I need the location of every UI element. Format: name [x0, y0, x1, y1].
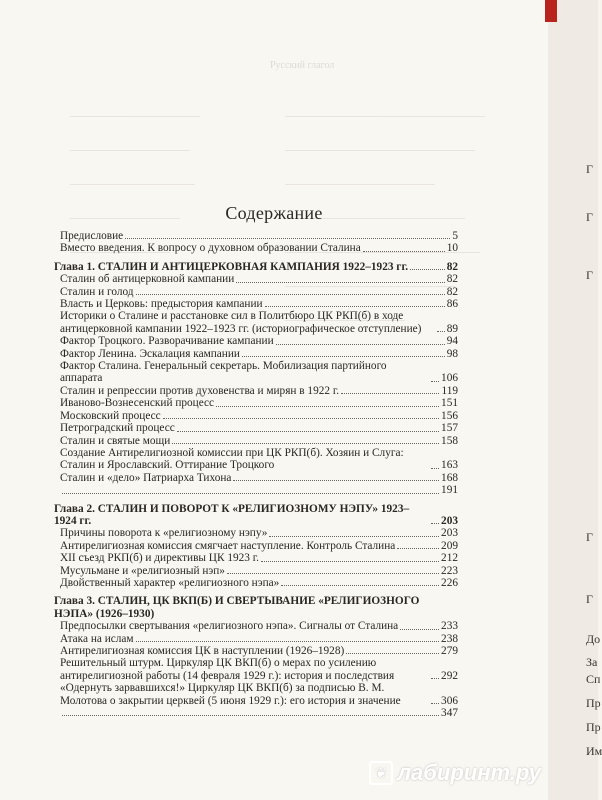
page-number: 157 [441, 422, 458, 435]
entry-title: Антирелигиозная комиссия ЦК в наступлении (1926–1928) [60, 645, 345, 657]
leader-dots [216, 406, 439, 407]
leader-dots [265, 306, 445, 307]
page-number: 292 [441, 669, 458, 682]
entry-title: Историки о Сталине и расстановке сил в Политбюро ЦК РКП(б) в ходе антицерковной кампании 1922–1923 гг. (историографическое отступление) [60, 310, 422, 335]
leader-dots [236, 282, 444, 283]
entry-title: Петроградский процесс [60, 422, 175, 435]
toc-entry-row [60, 273, 458, 285]
leader-dots [227, 573, 439, 574]
toc-entry-row [60, 230, 458, 242]
toc-entry-row [60, 286, 458, 298]
leader-dots [62, 493, 439, 494]
leader-dots [281, 585, 439, 586]
page-number: 98 [446, 347, 458, 360]
leader-dots [172, 443, 439, 444]
leader-dots [136, 641, 439, 642]
entry-title: Антирелигиозная комиссия смягчает наступление. Контроль Сталина [60, 539, 396, 552]
leader-dots [437, 331, 445, 332]
toc-chapter-row [54, 261, 458, 273]
chapter-title: Глава 2. СТАЛИН И ПОВОРОТ К «РЕЛИГИОЗНОМУ НЭПУ» 1923–1924 гг. [54, 502, 410, 527]
page-number: 226 [441, 576, 458, 589]
leader-dots [431, 703, 439, 704]
entry-title: Решительный штурм. Циркуляр ЦК ВКП(б) о мерах по усилению антирелигиозной работы (14 февраля 1929 г.): история и последствия [60, 657, 395, 682]
toc-entry-row [60, 577, 458, 589]
toc-entry-row [60, 397, 458, 409]
page-number: 89 [446, 322, 458, 335]
labirint-logo-icon: ❦ [369, 761, 393, 785]
entry-title: Причины поворота к «религиозному нэпу» [60, 527, 268, 540]
toc-chapter-row [54, 503, 458, 528]
facing-page-letter: Пр [586, 696, 601, 710]
toc-entry-row [60, 565, 458, 577]
toc-entry-row [60, 527, 458, 539]
facing-page-letter: Г [586, 530, 593, 544]
entry-title: Сталин и репрессии против духовенства и мирян в 1922 г. [60, 384, 340, 397]
facing-page-letter: Им [586, 744, 602, 758]
watermark-text: лабиринт.ру [397, 760, 541, 785]
toc-entry-row [60, 620, 458, 632]
leader-dots [400, 629, 439, 630]
leader-dots [431, 523, 439, 524]
leader-dots [233, 480, 439, 481]
facing-page-letter: Г [586, 210, 593, 224]
page-number: 191 [441, 484, 458, 497]
leader-dots [269, 536, 439, 537]
entry-title: Предпосылки свертывания «религиозного нэпа». Сигналы от Сталина [60, 620, 399, 633]
page-number: 119 [441, 384, 458, 397]
leader-dots [431, 468, 439, 469]
table-of-contents [54, 230, 458, 720]
page-number: 106 [441, 372, 458, 385]
page-number: 94 [446, 335, 458, 348]
page-number: 151 [441, 397, 458, 410]
entry-title: Власть и Церковь: предыстория кампании [60, 298, 263, 311]
toc-entry-row [60, 682, 458, 707]
toc-entry-row [60, 360, 458, 385]
bookmark-ribbon [545, 0, 557, 22]
entry-title: Предисловие [60, 230, 124, 242]
page-number: 168 [441, 471, 458, 484]
entry-title: Иваново-Вознесенский процесс [60, 397, 215, 410]
toc-entry-row [60, 472, 458, 484]
toc-heading: Содержание [225, 203, 323, 223]
page-number: 203 [441, 527, 458, 540]
page-number: 279 [441, 645, 458, 657]
entry-title: Фактор Сталина. Генеральный секретарь. Мобилизация партийного аппарата [60, 360, 387, 385]
page-number: 209 [441, 539, 458, 552]
page-number: 203 [441, 514, 458, 527]
entry-title: «Одернуть зарвавшихся!» Циркуляр ЦК ВКП(б) за подписью В. М. Молотова о закрытии церквей (5 июня 1929 г.): его история и значение [60, 682, 401, 707]
toc-entry-row [60, 540, 458, 552]
page-number: 306 [441, 694, 458, 707]
leader-dots [397, 548, 439, 549]
entry-title: Двойственный характер «религиозного нэпа» [60, 576, 280, 589]
toc-entry-row [60, 422, 458, 434]
toc-entry-row [60, 657, 458, 682]
facing-page-letter: Сп [586, 672, 601, 686]
facing-page-letter: За [586, 655, 598, 669]
leader-dots [276, 344, 445, 345]
leader-dots [363, 251, 445, 252]
watermark [369, 760, 541, 786]
leader-dots [346, 653, 439, 654]
facing-page-letter: До [586, 632, 601, 646]
toc-entry-row [60, 645, 458, 657]
entry-title: Фактор Троцкого. Разворачивание кампании [60, 335, 274, 348]
facing-page-letter: Г [586, 592, 593, 606]
page-number: 347 [441, 707, 458, 720]
page-number: 163 [441, 459, 458, 472]
leader-dots [431, 381, 439, 382]
entry-title: Сталин об антицерковной кампании [60, 273, 235, 286]
page-number: 238 [441, 632, 458, 645]
page-number: 82 [446, 285, 458, 298]
facing-page-letter: Г [586, 162, 593, 176]
leader-dots [341, 393, 439, 394]
leader-dots [431, 678, 439, 679]
toc-entry-row [60, 435, 458, 447]
entry-title: Сталин и «дело» Патриарха Тихона [60, 471, 232, 484]
toc-entry-row [60, 410, 458, 422]
page-number: 5 [452, 230, 458, 242]
entry-title: Вместо введения. К вопросу о духовном образовании Сталина [60, 242, 361, 255]
toc-entry-row [60, 552, 458, 564]
toc-entry-row [60, 484, 458, 496]
entry-title: Московский процесс [60, 409, 161, 422]
page-number: 223 [441, 564, 458, 577]
page-number: 212 [441, 552, 458, 565]
toc-entry-row [60, 335, 458, 347]
page-number: 86 [446, 298, 458, 311]
page-number: 82 [446, 260, 458, 273]
toc-entry-row [60, 348, 458, 360]
leader-dots [125, 238, 450, 239]
page-number: 158 [441, 434, 458, 447]
toc-chapter-row [54, 595, 458, 620]
entry-title: Фактор Ленина. Эскалация кампании [60, 347, 240, 360]
toc-entry-row [60, 310, 458, 335]
toc-entry-row [60, 633, 458, 645]
leader-dots [136, 294, 445, 295]
entry-title: Сталин и святые мощи [60, 434, 171, 447]
facing-page-letter: Г [586, 268, 593, 282]
leader-dots [177, 431, 439, 432]
leader-dots [242, 356, 445, 357]
facing-page-letter: Пр [586, 720, 601, 734]
leader-dots [62, 715, 439, 716]
page-number: 10 [446, 242, 458, 255]
leader-dots [410, 269, 445, 270]
page-number: 82 [446, 273, 458, 286]
toc-entry-row [60, 298, 458, 310]
chapter-title: Глава 1. СТАЛИН И АНТИЦЕРКОВНАЯ КАМПАНИЯ 1922–1923 гг. [54, 260, 409, 273]
leader-dots [163, 418, 439, 419]
page-number: 233 [441, 620, 458, 633]
page-number: 156 [441, 409, 458, 422]
leader-dots [261, 561, 439, 562]
chapter-title: Глава 3. СТАЛИН, ЦК ВКП(Б) И СВЕРТЫВАНИЕ «РЕЛИГИОЗНОГО НЭПА» (1926–1930) [54, 595, 420, 620]
show-through-header: Русский глагол [270, 60, 335, 71]
entry-title: Мусульмане и «религиозный нэп» [60, 564, 225, 577]
toc-entry-row [60, 447, 458, 472]
toc-entry-row [60, 385, 458, 397]
toc-entry-row [60, 242, 458, 254]
entry-title: Атака на ислам [60, 632, 134, 645]
entry-title: Сталин и голод [60, 285, 134, 298]
toc-entry-row [60, 707, 458, 719]
entry-title: XII съезд РКП(б) и директивы ЦК 1923 г. [60, 552, 259, 565]
entry-title: Создание Антирелигиозной комиссии при ЦК РКП(б). Хозяин и Слуга: Сталин и Ярославский. Оттирание Троцкого [60, 446, 404, 472]
